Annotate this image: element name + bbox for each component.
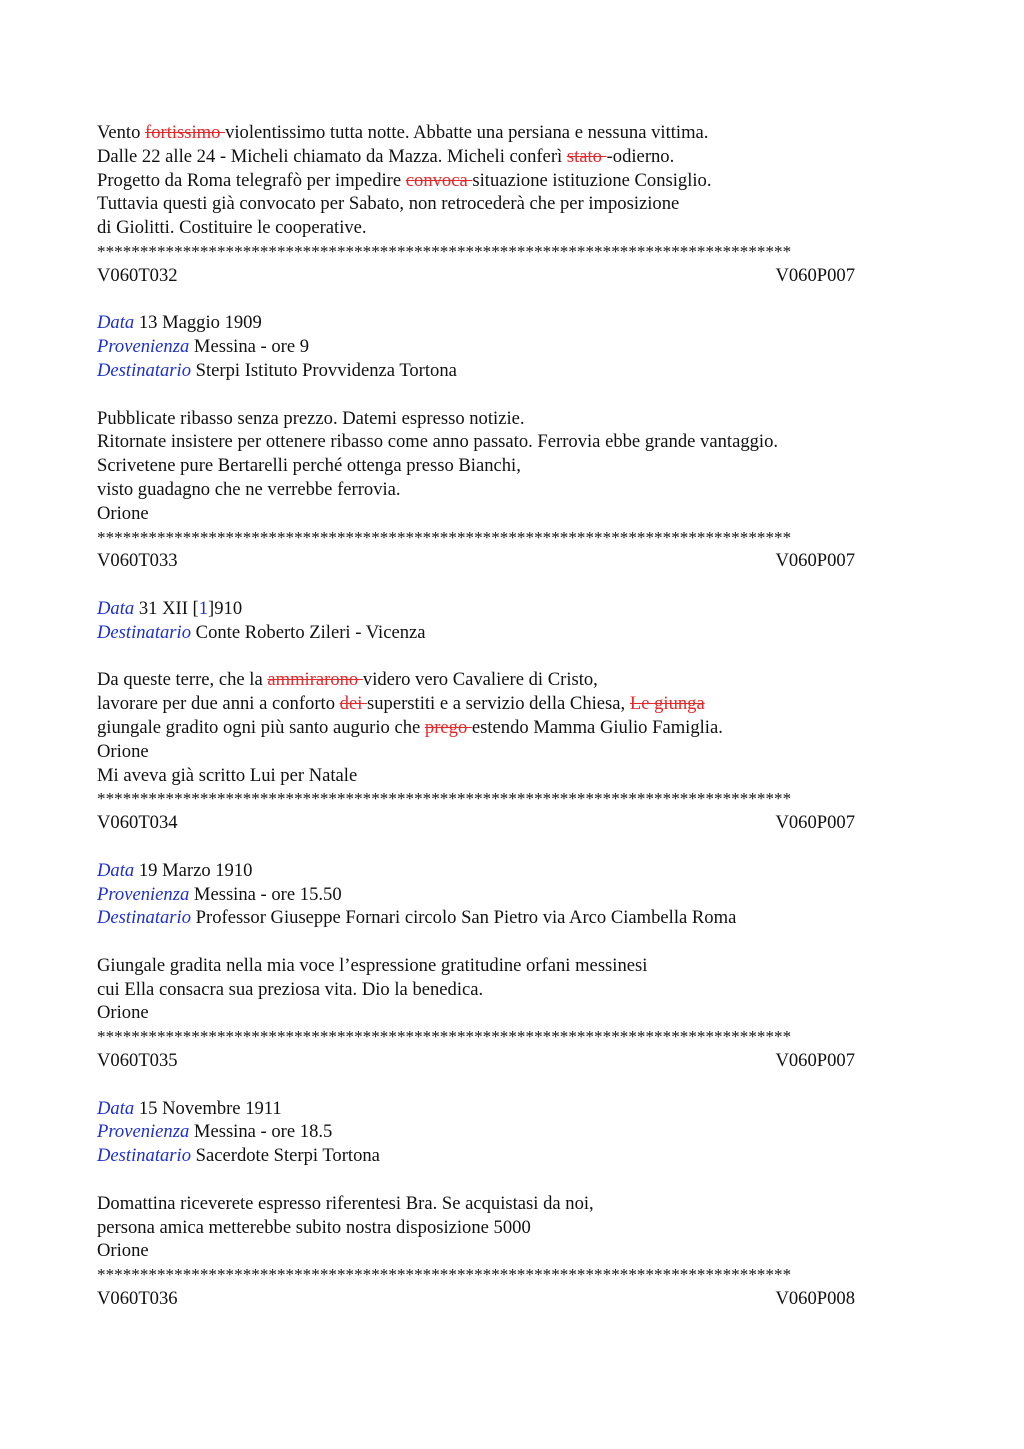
field-value: Professor Giuseppe Fornari circolo San Pietro via Arco Ciambella Roma <box>195 907 737 929</box>
deleted-text: Le giunga <box>629 693 705 715</box>
entry-recipient <box>97 906 937 930</box>
entry-date <box>97 1097 937 1121</box>
intro-line-5: di Giolitti. Costituire le cooperative. <box>97 217 367 239</box>
field-value: 13 Maggio 1909 <box>138 312 262 334</box>
body-line <box>97 668 937 692</box>
signature: Orione <box>97 502 149 524</box>
page-code: V060P007 <box>775 812 855 834</box>
body-line <box>97 692 937 716</box>
telegram-code: V060T033 <box>97 550 178 572</box>
body-line: Scrivetene pure Bertarelli perché ottenga presso Bianchi, <box>97 455 521 477</box>
separator: ********************************************************************************* <box>97 789 792 809</box>
spacer <box>97 573 937 597</box>
text-segment: giungale gradito ogni più santo augurio che <box>97 716 425 738</box>
body-line: persona amica metterebbe subito nostra disposizione 5000 <box>97 1216 531 1238</box>
footnote-ref[interactable]: 1 <box>198 597 209 619</box>
entry-date <box>97 597 937 621</box>
field-label: Destinatario <box>97 621 192 643</box>
field-value: 19 Marzo 1910 <box>138 859 253 881</box>
body-line: Domattina riceverete espresso riferentesi Bra. Se acquistasi da noi, <box>97 1192 594 1214</box>
page-code: V060P007 <box>775 550 855 572</box>
text-segment: Da queste terre, che la <box>97 669 268 691</box>
text-segment: -odierno. <box>606 145 675 167</box>
body-line <box>97 716 937 740</box>
page-code: V060P008 <box>775 1288 855 1310</box>
spacer <box>97 1168 937 1192</box>
page-code: V060P007 <box>775 1050 855 1072</box>
telegram-code: V060T035 <box>97 1050 178 1072</box>
body-line: Pubblicate ribasso senza prezzo. Datemi espresso notizie. <box>97 407 525 429</box>
text-segment: estendo Mamma Giulio Famiglia. <box>471 716 723 738</box>
telegram-code: V060T034 <box>97 812 178 834</box>
spacer <box>97 383 937 407</box>
entry-recipient <box>97 1144 937 1168</box>
separator: ********************************************************************************* <box>97 1027 792 1047</box>
deleted-text: dei <box>339 693 368 715</box>
signature: Orione <box>97 1240 149 1262</box>
spacer <box>97 1073 937 1097</box>
deleted-text: fortissimo <box>145 122 226 143</box>
text-segment: lavorare per due anni a conforto <box>97 693 340 715</box>
field-value: Conte Roberto Zileri - Vicenza <box>195 621 426 643</box>
separator: ********************************************************************************* <box>97 1265 792 1285</box>
entry-recipient <box>97 359 937 383</box>
field-label: Data <box>97 859 135 881</box>
field-value: Messina - ore 18.5 <box>193 1121 333 1143</box>
field-value: Sacerdote Sterpi Tortona <box>195 1145 380 1167</box>
text-segment: situazione istituzione Consiglio. <box>472 169 712 191</box>
field-label: Data <box>97 1097 135 1119</box>
field-value: ]910 <box>208 597 243 619</box>
signature: Orione <box>97 740 149 762</box>
field-label: Provenienza <box>97 336 190 358</box>
spacer <box>97 288 937 312</box>
field-label: Destinatario <box>97 1145 192 1167</box>
entry-recipient <box>97 621 937 645</box>
field-label: Data <box>97 312 135 334</box>
telegram-code: V060T036 <box>97 1288 178 1310</box>
entry-origin <box>97 1120 937 1144</box>
page-code: V060P007 <box>775 264 855 286</box>
field-value: 15 Novembre 1911 <box>138 1097 282 1119</box>
deleted-text: convoca <box>405 169 473 191</box>
entry-codes <box>97 549 855 573</box>
field-label: Provenienza <box>97 1121 190 1143</box>
text-segment: superstiti e a servizio della Chiesa, <box>367 693 630 715</box>
separator: ********************************************************************************* <box>97 241 792 261</box>
entry-date <box>97 859 937 883</box>
entry-origin <box>97 335 937 359</box>
text-segment: Vento <box>97 122 146 143</box>
field-label: Destinatario <box>97 359 192 381</box>
entry-codes <box>97 1049 855 1073</box>
entry-origin <box>97 883 937 907</box>
text-segment: violentissimo tutta notte. Abbatte una persiana e nessuna vittima. <box>225 122 709 143</box>
entry-codes <box>97 1287 855 1311</box>
note-line: Mi aveva già scritto Lui per Natale <box>97 764 358 786</box>
signature: Orione <box>97 1002 149 1024</box>
field-value: Sterpi Istituto Provvidenza Tortona <box>195 359 457 381</box>
text-segment: Dalle 22 alle 24 - Micheli chiamato da Mazza. Micheli conferì <box>97 145 567 167</box>
document-page <box>97 121 937 1311</box>
spacer <box>97 930 937 954</box>
spacer <box>97 645 937 669</box>
body-line: Giungale gradita nella mia voce l’espressione gratitudine orfani messinesi <box>97 954 648 976</box>
field-label: Destinatario <box>97 907 192 929</box>
telegram-code: V060T032 <box>97 264 178 286</box>
entry-codes <box>97 811 855 835</box>
intro-line-3 <box>97 169 937 193</box>
field-value: Messina - ore 15.50 <box>193 883 342 905</box>
intro-line-4: Tuttavia questi già convocato per Sabato, non retrocederà che per imposizione <box>97 193 680 215</box>
body-line: Ritornate insistere per ottenere ribasso come anno passato. Ferrovia ebbe grande vantaggio. <box>97 431 779 453</box>
field-value: Messina - ore 9 <box>193 336 310 358</box>
separator: ********************************************************************************* <box>97 527 792 547</box>
entry-date <box>97 311 937 335</box>
deleted-text: stato <box>566 145 607 167</box>
text-segment: videro vero Cavaliere di Cristo, <box>362 669 598 691</box>
body-line: cui Ella consacra sua preziosa vita. Dio la benedica. <box>97 978 484 1000</box>
field-value: 31 XII [ <box>138 597 199 619</box>
intro-line-1 <box>97 121 937 145</box>
entry-codes <box>97 264 855 288</box>
spacer <box>97 835 937 859</box>
field-label: Data <box>97 597 135 619</box>
field-label: Provenienza <box>97 883 190 905</box>
intro-line-2 <box>97 145 937 169</box>
deleted-text: prego <box>424 716 472 738</box>
body-line: visto guadagno che ne verrebbe ferrovia. <box>97 478 401 500</box>
deleted-text: ammirarono <box>267 669 363 691</box>
text-segment: Progetto da Roma telegrafò per impedire <box>97 169 406 191</box>
